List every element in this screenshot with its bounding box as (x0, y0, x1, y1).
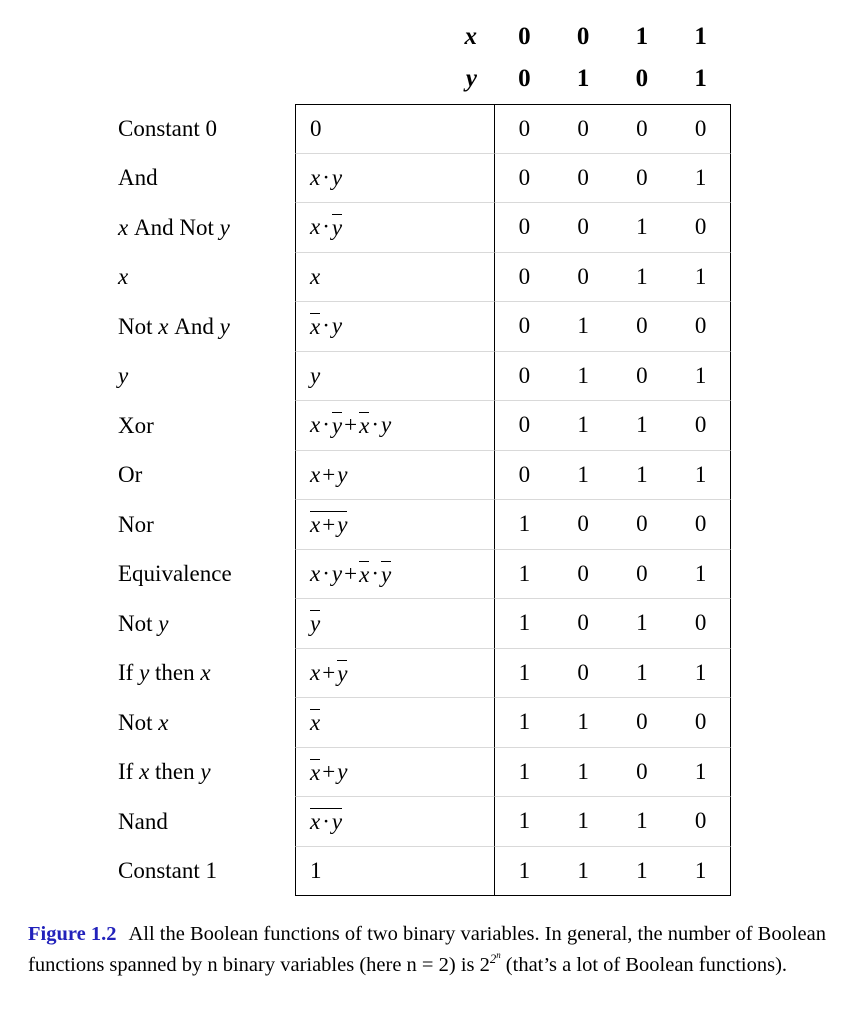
header-x-value: 0 (518, 23, 531, 50)
truth-table-header (0, 0, 850, 100)
header-row-x (0, 16, 850, 58)
function-name: Not y (118, 610, 169, 636)
truth-value: 1 (577, 857, 589, 883)
truth-value: 0 (577, 511, 589, 537)
table-row (0, 302, 850, 352)
truth-value: 0 (636, 313, 648, 339)
function-name: Not x And y (118, 313, 230, 339)
function-expression: x+y (295, 500, 495, 550)
table-row (0, 500, 850, 550)
function-name: x (118, 264, 129, 290)
figure-caption-text: All the Boolean functions of two binary variables. In general, the number of Boolean functions spanned by n binary variables (here n = 2) is 2 (28, 923, 826, 977)
truth-value: 0 (577, 214, 589, 240)
figure-caption (28, 920, 826, 980)
function-values (495, 302, 731, 352)
truth-value: 0 (636, 511, 648, 537)
table-row (0, 847, 850, 897)
truth-value: 1 (518, 808, 531, 834)
table-row (0, 401, 850, 451)
truth-value: 0 (694, 511, 707, 537)
truth-value: 1 (577, 758, 589, 784)
header-y-label: y (465, 65, 477, 92)
truth-value: 1 (694, 857, 707, 883)
truth-value: 0 (694, 412, 707, 438)
function-expression: x · y + x · y (295, 550, 495, 600)
header-x-value: 0 (576, 23, 590, 50)
truth-value: 0 (577, 164, 589, 190)
figure-caption-tail: (that’s a lot of Boolean functions). (505, 954, 788, 977)
truth-value: 1 (518, 560, 531, 586)
table-row (0, 352, 850, 402)
function-name: And (118, 165, 158, 191)
function-values (495, 500, 731, 550)
truth-value: 1 (577, 313, 589, 339)
function-expression: y (295, 599, 495, 649)
function-values (495, 649, 731, 699)
truth-value: 1 (518, 857, 531, 883)
header-x-value: 1 (635, 23, 649, 50)
truth-value: 0 (577, 560, 589, 586)
truth-value: 0 (518, 362, 531, 388)
function-expression: x + y (295, 748, 495, 798)
function-values (495, 599, 731, 649)
function-name: If y then x (118, 660, 211, 686)
table-row (0, 649, 850, 699)
function-name: Constant 1 (118, 858, 218, 884)
function-name: If x then y (118, 759, 211, 785)
truth-value: 0 (694, 313, 707, 339)
function-name: Nand (118, 808, 168, 834)
truth-value: 1 (577, 461, 589, 487)
function-values (495, 352, 731, 402)
function-values (495, 698, 731, 748)
function-values (495, 847, 731, 897)
truth-value: 1 (694, 758, 707, 784)
truth-value: 1 (636, 461, 648, 487)
function-expression: x·y (295, 797, 495, 847)
truth-value: 1 (577, 709, 589, 735)
truth-value: 0 (636, 115, 648, 141)
function-expression: 1 (295, 847, 495, 897)
table-row (0, 698, 850, 748)
truth-value: 1 (518, 610, 531, 636)
function-expression: x + y (295, 451, 495, 501)
header-y-value: 1 (694, 65, 707, 92)
truth-value: 1 (694, 560, 707, 586)
header-y-value: 1 (576, 65, 590, 92)
truth-value: 0 (518, 164, 531, 190)
truth-value: 0 (636, 758, 648, 784)
truth-value: 0 (518, 263, 531, 289)
truth-value: 1 (636, 857, 648, 883)
truth-value: 1 (694, 362, 707, 388)
truth-value: 0 (636, 362, 648, 388)
function-values (495, 104, 731, 154)
header-x-value: 1 (694, 23, 707, 50)
function-expression: x · y (295, 154, 495, 204)
caption-exponent: 2n (489, 950, 501, 967)
truth-value: 1 (636, 263, 648, 289)
truth-value: 1 (518, 758, 531, 784)
function-name: Not x (118, 709, 169, 735)
truth-value: 1 (694, 164, 707, 190)
function-expression: x (295, 698, 495, 748)
truth-value: 0 (518, 214, 531, 240)
function-name: Or (118, 462, 143, 488)
boolean-functions-table (0, 104, 850, 896)
table-row (0, 451, 850, 501)
function-expression: x · y (295, 203, 495, 253)
table-row (0, 253, 850, 303)
function-expression: 0 (295, 104, 495, 154)
truth-value: 0 (577, 659, 589, 685)
header-y-values (495, 65, 730, 93)
truth-value: 0 (636, 560, 648, 586)
function-name: y (118, 363, 129, 389)
function-values (495, 253, 731, 303)
truth-value: 1 (636, 610, 648, 636)
truth-value: 1 (694, 659, 707, 685)
truth-value: 1 (518, 511, 531, 537)
function-name: x And Not y (118, 214, 230, 240)
truth-value: 0 (518, 115, 531, 141)
table-row (0, 797, 850, 847)
truth-value: 0 (636, 709, 648, 735)
function-expression: x (295, 253, 495, 303)
table-row (0, 104, 850, 154)
truth-value: 1 (636, 412, 648, 438)
truth-value: 0 (518, 412, 531, 438)
function-expression: x · y + x · y (295, 401, 495, 451)
truth-value: 0 (694, 115, 707, 141)
function-values (495, 451, 731, 501)
table-row (0, 154, 850, 204)
header-x-label: x (464, 23, 477, 50)
truth-value: 0 (694, 610, 707, 636)
truth-value: 0 (694, 709, 707, 735)
truth-value: 0 (694, 214, 707, 240)
truth-value: 1 (577, 808, 589, 834)
function-values (495, 748, 731, 798)
truth-value: 1 (518, 709, 531, 735)
truth-value: 0 (577, 610, 589, 636)
truth-value: 1 (636, 659, 648, 685)
function-expression: x · y (295, 302, 495, 352)
truth-value: 1 (518, 659, 531, 685)
header-y-value: 0 (518, 65, 531, 92)
truth-value: 0 (577, 115, 589, 141)
function-name: Equivalence (118, 561, 232, 587)
truth-value: 1 (636, 808, 648, 834)
function-values (495, 550, 731, 600)
truth-value: 1 (694, 263, 707, 289)
table-row (0, 748, 850, 798)
truth-value: 0 (577, 263, 589, 289)
truth-value: 0 (694, 808, 707, 834)
table-row (0, 203, 850, 253)
header-x-values (495, 23, 730, 51)
function-name: Xor (118, 412, 154, 438)
function-expression: y (295, 352, 495, 402)
truth-value: 0 (518, 313, 531, 339)
truth-value: 1 (636, 214, 648, 240)
function-name: Nor (118, 511, 154, 537)
function-values (495, 203, 731, 253)
truth-value: 0 (636, 164, 648, 190)
function-values (495, 154, 731, 204)
header-row-y (0, 58, 850, 100)
function-name: Constant 0 (118, 115, 218, 141)
table-row (0, 550, 850, 600)
truth-value: 1 (577, 412, 589, 438)
figure-label: Figure 1.2 (28, 923, 117, 945)
table-row (0, 599, 850, 649)
header-y-value: 0 (635, 65, 649, 92)
truth-value: 1 (577, 362, 589, 388)
truth-value: 0 (518, 461, 531, 487)
function-values (495, 797, 731, 847)
truth-value: 1 (694, 461, 707, 487)
function-values (495, 401, 731, 451)
function-expression: x + y (295, 649, 495, 699)
